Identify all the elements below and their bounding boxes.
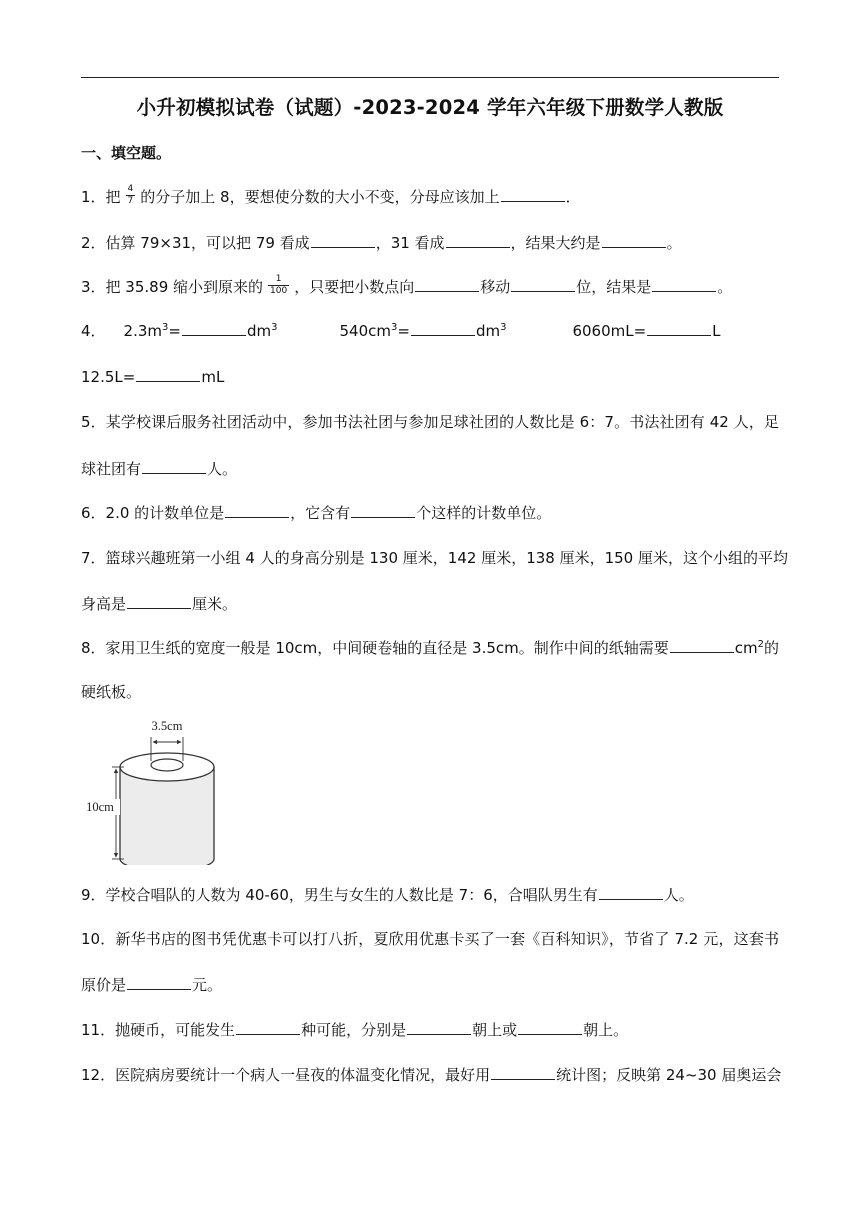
answer-blank[interactable] — [127, 974, 191, 990]
question-1: 1．把 $\frac{4}{7}$ 的分子加上 8，要想使分数的大小不变，分母应该加上 ． — [81, 184, 581, 206]
answer-blank[interactable] — [182, 320, 246, 336]
answer-blank[interactable] — [127, 593, 191, 609]
fraction: $\frac{4}{7}$ — [127, 184, 134, 206]
question-10-cont: 原价是 元。 — [81, 976, 223, 994]
question-11: 11．抛硬币，可能发生 种可能，分别是 朝上或 朝上。 — [81, 1021, 629, 1039]
answer-blank[interactable] — [602, 232, 666, 248]
question-4-cont: 12.5L= mL — [81, 368, 225, 386]
height-label: 10cm — [86, 800, 114, 814]
question-8-cont: 硬纸板。 — [81, 683, 142, 701]
answer-blank[interactable] — [311, 232, 375, 248]
answer-blank[interactable] — [411, 320, 475, 336]
answer-blank[interactable] — [518, 1019, 582, 1035]
question-4: 4． $2.3m^3= dm^3$ $540cm^3= dm^3$ 6060mL= L — [81, 322, 721, 340]
answer-blank[interactable] — [511, 276, 575, 292]
answer-blank[interactable] — [647, 320, 711, 336]
answer-blank[interactable] — [142, 458, 206, 474]
question-3: 3．把 35.89 缩小到原来的 $\frac{1}{100}$ ，只要把小数点向 移动 位，结果是 。 — [81, 274, 733, 296]
answer-blank[interactable] — [446, 232, 510, 248]
question-5: 5．某学校课后服务社团活动中，参加书法社团与参加足球社团的人数比是 6：7。书法社团有 42 人，足 — [81, 413, 779, 431]
question-5-cont: 球社团有 人。 — [81, 460, 238, 478]
fraction: $\frac{1}{100}$ — [270, 274, 288, 296]
answer-blank[interactable] — [236, 1019, 300, 1035]
answer-blank[interactable] — [670, 637, 734, 653]
answer-blank[interactable] — [407, 1019, 471, 1035]
question-2: 2．估算 79×31，可以把 79 看成 ，31 看成 ，结果大约是 。 — [81, 234, 682, 252]
answer-blank[interactable] — [351, 502, 415, 518]
question-8: 8．家用卫生纸的宽度一般是 10cm，中间硬卷轴的直径是 3.5cm。制作中间的纸轴需要 $cm^2$的 — [81, 639, 779, 657]
question-7-cont: 身高是 厘米。 — [81, 595, 238, 613]
diameter-label: 3.5cm — [151, 719, 183, 733]
header-rule — [81, 77, 779, 78]
answer-blank[interactable] — [415, 276, 479, 292]
question-7: 7．篮球兴趣班第一小组 4 人的身高分别是 130 厘米，142 厘米，138 厘米，150 厘米，这个小组的平均 — [81, 549, 788, 567]
answer-blank[interactable] — [136, 366, 200, 382]
question-10: 10．新华书店的图书凭优惠卡可以打八折，夏欣用优惠卡买了一套《百科知识》，节省了 7.2 元，这套书 — [81, 930, 779, 948]
section-heading: 一、填空题。 — [81, 144, 172, 162]
answer-blank[interactable] — [599, 884, 663, 900]
answer-blank[interactable] — [501, 186, 565, 202]
page-title: 小升初模拟试卷（试题）-2023-2024 学年六年级下册数学人教版 — [136, 96, 724, 119]
question-6: 6．2.0 的计数单位是 ，它含有 个这样的计数单位。 — [81, 504, 552, 522]
toilet-roll-cylinder-figure — [78, 715, 218, 865]
answer-blank[interactable] — [652, 276, 716, 292]
answer-blank[interactable] — [225, 502, 289, 518]
answer-blank[interactable] — [491, 1064, 555, 1080]
question-12: 12．医院病房要统计一个病人一昼夜的体温变化情况，最好用 统计图；反映第 24~30 届奥运会 — [81, 1066, 782, 1084]
question-9: 9．学校合唱队的人数为 40-60，男生与女生的人数比是 7：6，合唱队男生有 人。 — [81, 886, 694, 904]
